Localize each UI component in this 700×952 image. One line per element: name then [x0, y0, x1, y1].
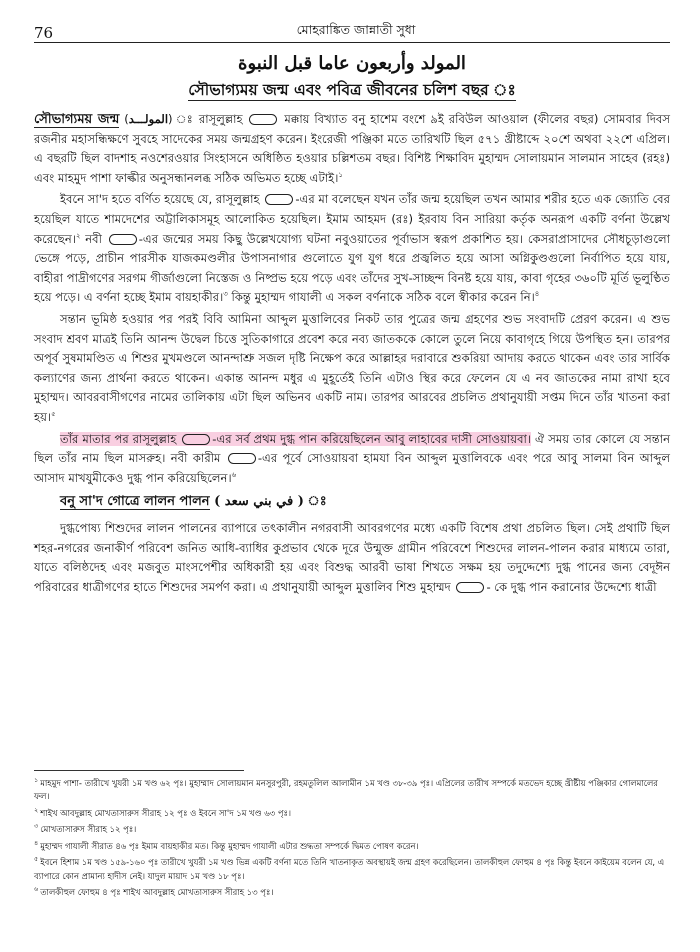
paren-close: ) — [168, 112, 173, 126]
footnote-number: ৪ — [34, 838, 39, 847]
text-run: ইবনে সা'দ হতে বর্ণিত হয়েছে যে, রাসূলুল্লাহ — [60, 192, 264, 207]
footnote-number: ৫ — [34, 855, 39, 864]
footnote-text: ইবনে হিশাম ১ম খণ্ড ১৫৯-১৬০ পৃঃ তারীখে খুযরী ১ম খণ্ড ভিন্ন একটি বর্ণনা মতে তিনি খাতনাকৃত অবস্থায়ই জন্ম গ্রহণ করেছিলেন। তালকীহুল ফোহুম ৪ পৃঃ কিন্তু ইবনে কাইয়েম বলেন যে, এ ব্যাপারে কোন প্রামান্য হাদীস নেই। যাদুল মায়াদ ১ম খণ্ড ১৮ পৃঃ। — [34, 856, 665, 881]
pbuh-ligature-icon — [228, 453, 256, 464]
text-run: কিন্তু মুহাম্মদ গাযালী এ সকল বর্ণনাকে সঠিক বলে স্বীকার করেন নি। — [227, 290, 535, 305]
footnote — [34, 883, 670, 899]
text-run: সন্তান ভূমিষ্ঠ হওয়ার পর পরই বিবি আমিনা আব্দুল মুত্তালিবের নিকট তার পুত্রের জন্ম গ্রহণের শুভ সংবাদটি প্রেরণ করেন। এ শুভ সংবাদ শ্রবণ মাত্রই তিনি আনন্দ উদ্বেল চিত্তে সুতিকাগারে প্রবেশ করে নব্য জাতককে কোলে তুলে নিয়ে কাবাগৃহে গিয়ে উপস্থিত হন। তারপর অপূর্ব সুষমামণ্ডিত এ শিশুর মুখমণ্ডলে আনন্দাশ্রু সজল দৃষ্টি নিক্ষেপ করে আল্লাহর দরাবারে শুকরিয়া আদায় করতে থাকেন এবং তার সার্বিক কল্যাণের জন্য প্রার্থনা করতে থাকেন। একান্ত আনন্দ মধুর এ মুহূর্তেই তিনি এটাও স্থির করে ফেলেন যে এ নব জাতকের নামা রাখা হবে মুহাম্মদ। আবরবাসীগণের নামের তালিকায় এটা ছিল অভিনব একটি নাম। তারপর আরবের প্রচলিত প্রথানুযায়ী সপ্তম দিনে তাঁর খাতনা করা হয়। — [34, 311, 670, 424]
paragraph-fosterage — [34, 519, 670, 597]
chapter-title — [34, 78, 670, 104]
paragraph-light — [34, 190, 670, 308]
footnote-ref: ৪ — [534, 290, 540, 299]
footnote-ref: ৫ — [51, 410, 56, 419]
text-run: -এর জন্মের সময় কিছু উল্লেখযোগ্য ঘটনা নবুওয়াতের পূর্বাভাস স্বরূপ প্রকাশিত হয়। কেসরাপ্রাসাদের সৌধচূড়াগুলো ভেঙ্গে পড়ে, প্রাচীন পারসীক যাজকমণ্ডলীর উপাসনাগার গুলোতে যুগ যুগ ধরে প্রজ্বলিত হয়ে আসা অগ্নিকুণ্ডগুলো নির্বাপিত হয়ে যায়, বাহীরা পাদ্রীগণের সরগম গীর্জাগুলো নিস্তেজ ও নিষ্প্রভ হয়ে পড়ে এবং তাঁদের সুখ-সাচ্ছন্দ বিনষ্ট হয়ে যায়, কাবা গৃহের ৩৬০টি মূর্তি ভূলুণ্ঠিত হয়ে পড়ে। এ বর্ণনা হচ্ছে ইমাম বায়হাকীর। — [34, 231, 670, 305]
paragraph-naming — [34, 310, 670, 428]
paragraph-nursing — [34, 430, 670, 489]
arabic-chapter-title: المولد وأربعون عاما قبل النبوة — [238, 53, 466, 74]
footnote-text: তালকীহুল ফোহুম ৪ পৃঃ শাইখ আবদুল্লাহ মোখতাসারুস সীরাহ ১৩ পৃঃ। — [40, 886, 274, 897]
footnote-text: মোখতাসারুস সীরাহ ১২ পৃঃ। — [40, 824, 137, 835]
footnote-text: মাহমুদ পাশা- তারীখে খুযরী ১ম খণ্ড ৬২ পৃঃ। মুহাম্মাদ সোলায়মান মনসুরপুরী, রহমতুলিল আলামীন ১ম খণ্ড ৩৮-৩৯ পৃঃ। এপ্রিলের তারীখ সম্পর্কে মতভেদ হচ্ছে খ্রীষ্টীয় পঞ্জিকার গোলমালের ফল। — [34, 777, 658, 802]
highlighted-text — [60, 432, 531, 446]
footnote-number: ৩ — [34, 822, 39, 831]
paren-open: ( — [124, 112, 129, 126]
footnote-text: মুহাম্মদ গাযালী সীরাত ৪৬ পৃঃ ইমাম বায়হাকীর মত। কিন্তু মুহাম্মদ গাযালী এটার শুদ্ধতা সম্পর্কে দ্বিমত পোষণ করেন। — [40, 840, 419, 851]
section-heading-banu-sad-row — [60, 492, 670, 513]
footnote-ref: ২ — [75, 231, 81, 240]
footnote — [34, 804, 670, 820]
pbuh-ligature-icon — [249, 114, 277, 125]
chapter-title-text: সৌভাগ্যময় জন্ম এবং পবিত্র জীবনের চলিশ বছর ঃ — [188, 81, 516, 99]
text-run: -এর পূর্বে সোওয়ায়বা হামযা বিন আব্দুল মুত্তালিবকে এবং পরে আবু সালমা বিন আব্দুল আসাদ মাখযুমীকেও দুগ্ধ পান করিয়েছিলেন। — [34, 451, 670, 485]
footnote-number: ২ — [34, 805, 39, 814]
footnote — [34, 853, 670, 883]
footnote-number: ১ — [34, 776, 39, 784]
page-number: 76 — [34, 24, 54, 42]
paragraph-birth — [34, 110, 670, 188]
section-heading-banu-sad-arabic: ( في بني سعد ) — [214, 494, 304, 510]
text-run: মক্কায় বিখ্যাত বনু হাশেম বংশে ৯ই রবিউল আওয়াল (ফীলের বছর) সোমবার দিবস রজনীর মহাসন্ধিক্ষণে সুবহে সাদেকের সময় জন্মগ্রহণ করেন। ইংরেজী পঞ্জিকা মতে তারিখটি ছিল ৫৭১ খ্রীষ্টাব্দে ২০শে অথবা ২২শে এপ্রিল। এ বছরটি ছিল বাদশাহ নওশেরওয়ার সিংহাসনে অধিষ্ঠিত হওয়ার চল্লিশতম বছর। বিশিষ্ট শিক্ষাবিদ মুহাম্মদ সোলায়মান সালমান সাহেব (রহঃ) এবং মাহমুদ পাশা ফাল্কীর অনুসন্ধানলব্ধ সঠিক অভিমত হচ্ছে এটাই। — [34, 112, 671, 185]
footnotes — [34, 770, 670, 900]
footnote — [34, 774, 670, 804]
section-heading-birth: সৌভাগ্যময় জন্ম — [34, 112, 120, 127]
pbuh-ligature-icon — [456, 582, 484, 593]
page-header — [34, 10, 670, 43]
footnote-ref: ৬ — [231, 470, 237, 479]
pbuh-ligature-icon — [182, 434, 210, 445]
footnote — [34, 837, 670, 853]
text-run: ঐ সময় তার কোলে যে সন্তান ছিল তাঁর নাম ছিল মাসরুহ। নবী কারীম — [34, 431, 670, 466]
text-run: তাঁর মাতার পর রাসূলুল্লাহ — [60, 431, 181, 446]
pbuh-ligature-icon — [109, 234, 137, 245]
text-run: -এর সর্ব প্রথম দুগ্ধ পান করিয়েছিলেন আবু লাহাবের দাসী সোওয়ায়বা। — [212, 431, 532, 446]
text-run: নবী — [80, 231, 107, 246]
text-run: দুগ্ধপোষ্য শিশুদের লালন পালনের ব্যাপারে তৎকালীন নগরবাসী আবরগণের মধ্যে একটি বিশেষ প্রথা প্রচলিত ছিল। সেই প্রথাটি ছিল শহর-নগরের জনাকীর্ণ পরিবেশ জনিত আধি-ব্যাধির কুপ্রভাব থেকে দূরে উন্মুক্ত গ্রামীন পরিবেশে শিশুদের লালন-পালন করার মাধ্যমে তারা, যাতে বলিষ্ঠদেহ এবং মজবুত মাংসপেশীর অধিকারী হয় এবং বিশুদ্ধ আরবী ভাষা শিখতে সক্ষম হয় তদুদ্দেশ্যে দুগ্ধ পানের জন্য বেদূঈন পরিবারের ধাত্রীগণের হাতে শিশুদের সমর্পণ করা। এ প্রথানুযায়ী আব্দুল মুত্তালিব শিশু মুহাম্মদ — [34, 521, 670, 595]
footnote — [34, 820, 670, 836]
running-title: মোহরাঙ্কিত জান্নাতী সুধা — [296, 22, 416, 37]
section-heading-banu-sad: বনু সা'দ গোত্রে লালন পালন — [60, 494, 210, 510]
text-run: রাসূলুল্লাহ — [194, 112, 248, 126]
footnote-number: ৬ — [34, 885, 39, 894]
pbuh-ligature-icon — [265, 194, 293, 205]
text-run: -এর মা বলেছেন যখন তাঁর জন্ম হয়েছিল তখন আমার শরীর হতে এক জ্যোতি বের হয়েছিল যাতে শামদেশের অট্টালিকাসমূহ আলোকিত হয়েছিল। ইমাম আহমদ (রঃ) ইরবায বিন সারিয়া কর্তৃক অনরূপ একটি বর্ণনা উল্লেখ করেছেন। — [34, 192, 670, 246]
text-run: - কে দুগ্ধ পান করানোর উদ্দেশ্যে ধাত্রী — [486, 580, 657, 595]
footnote-text: শাইখ আবদুল্লাহ মোখতাসারুস সীরাহ ১২ পৃঃ ও ইবনে সা'দ ১ম খণ্ড ৬৩ পৃঃ। — [40, 807, 291, 818]
footnote-divider — [34, 770, 244, 771]
footnote-ref: ১ — [338, 170, 343, 179]
footnote-ref: ৩ — [223, 290, 228, 299]
section-heading-birth-arabic: المولـــد — [128, 112, 169, 126]
